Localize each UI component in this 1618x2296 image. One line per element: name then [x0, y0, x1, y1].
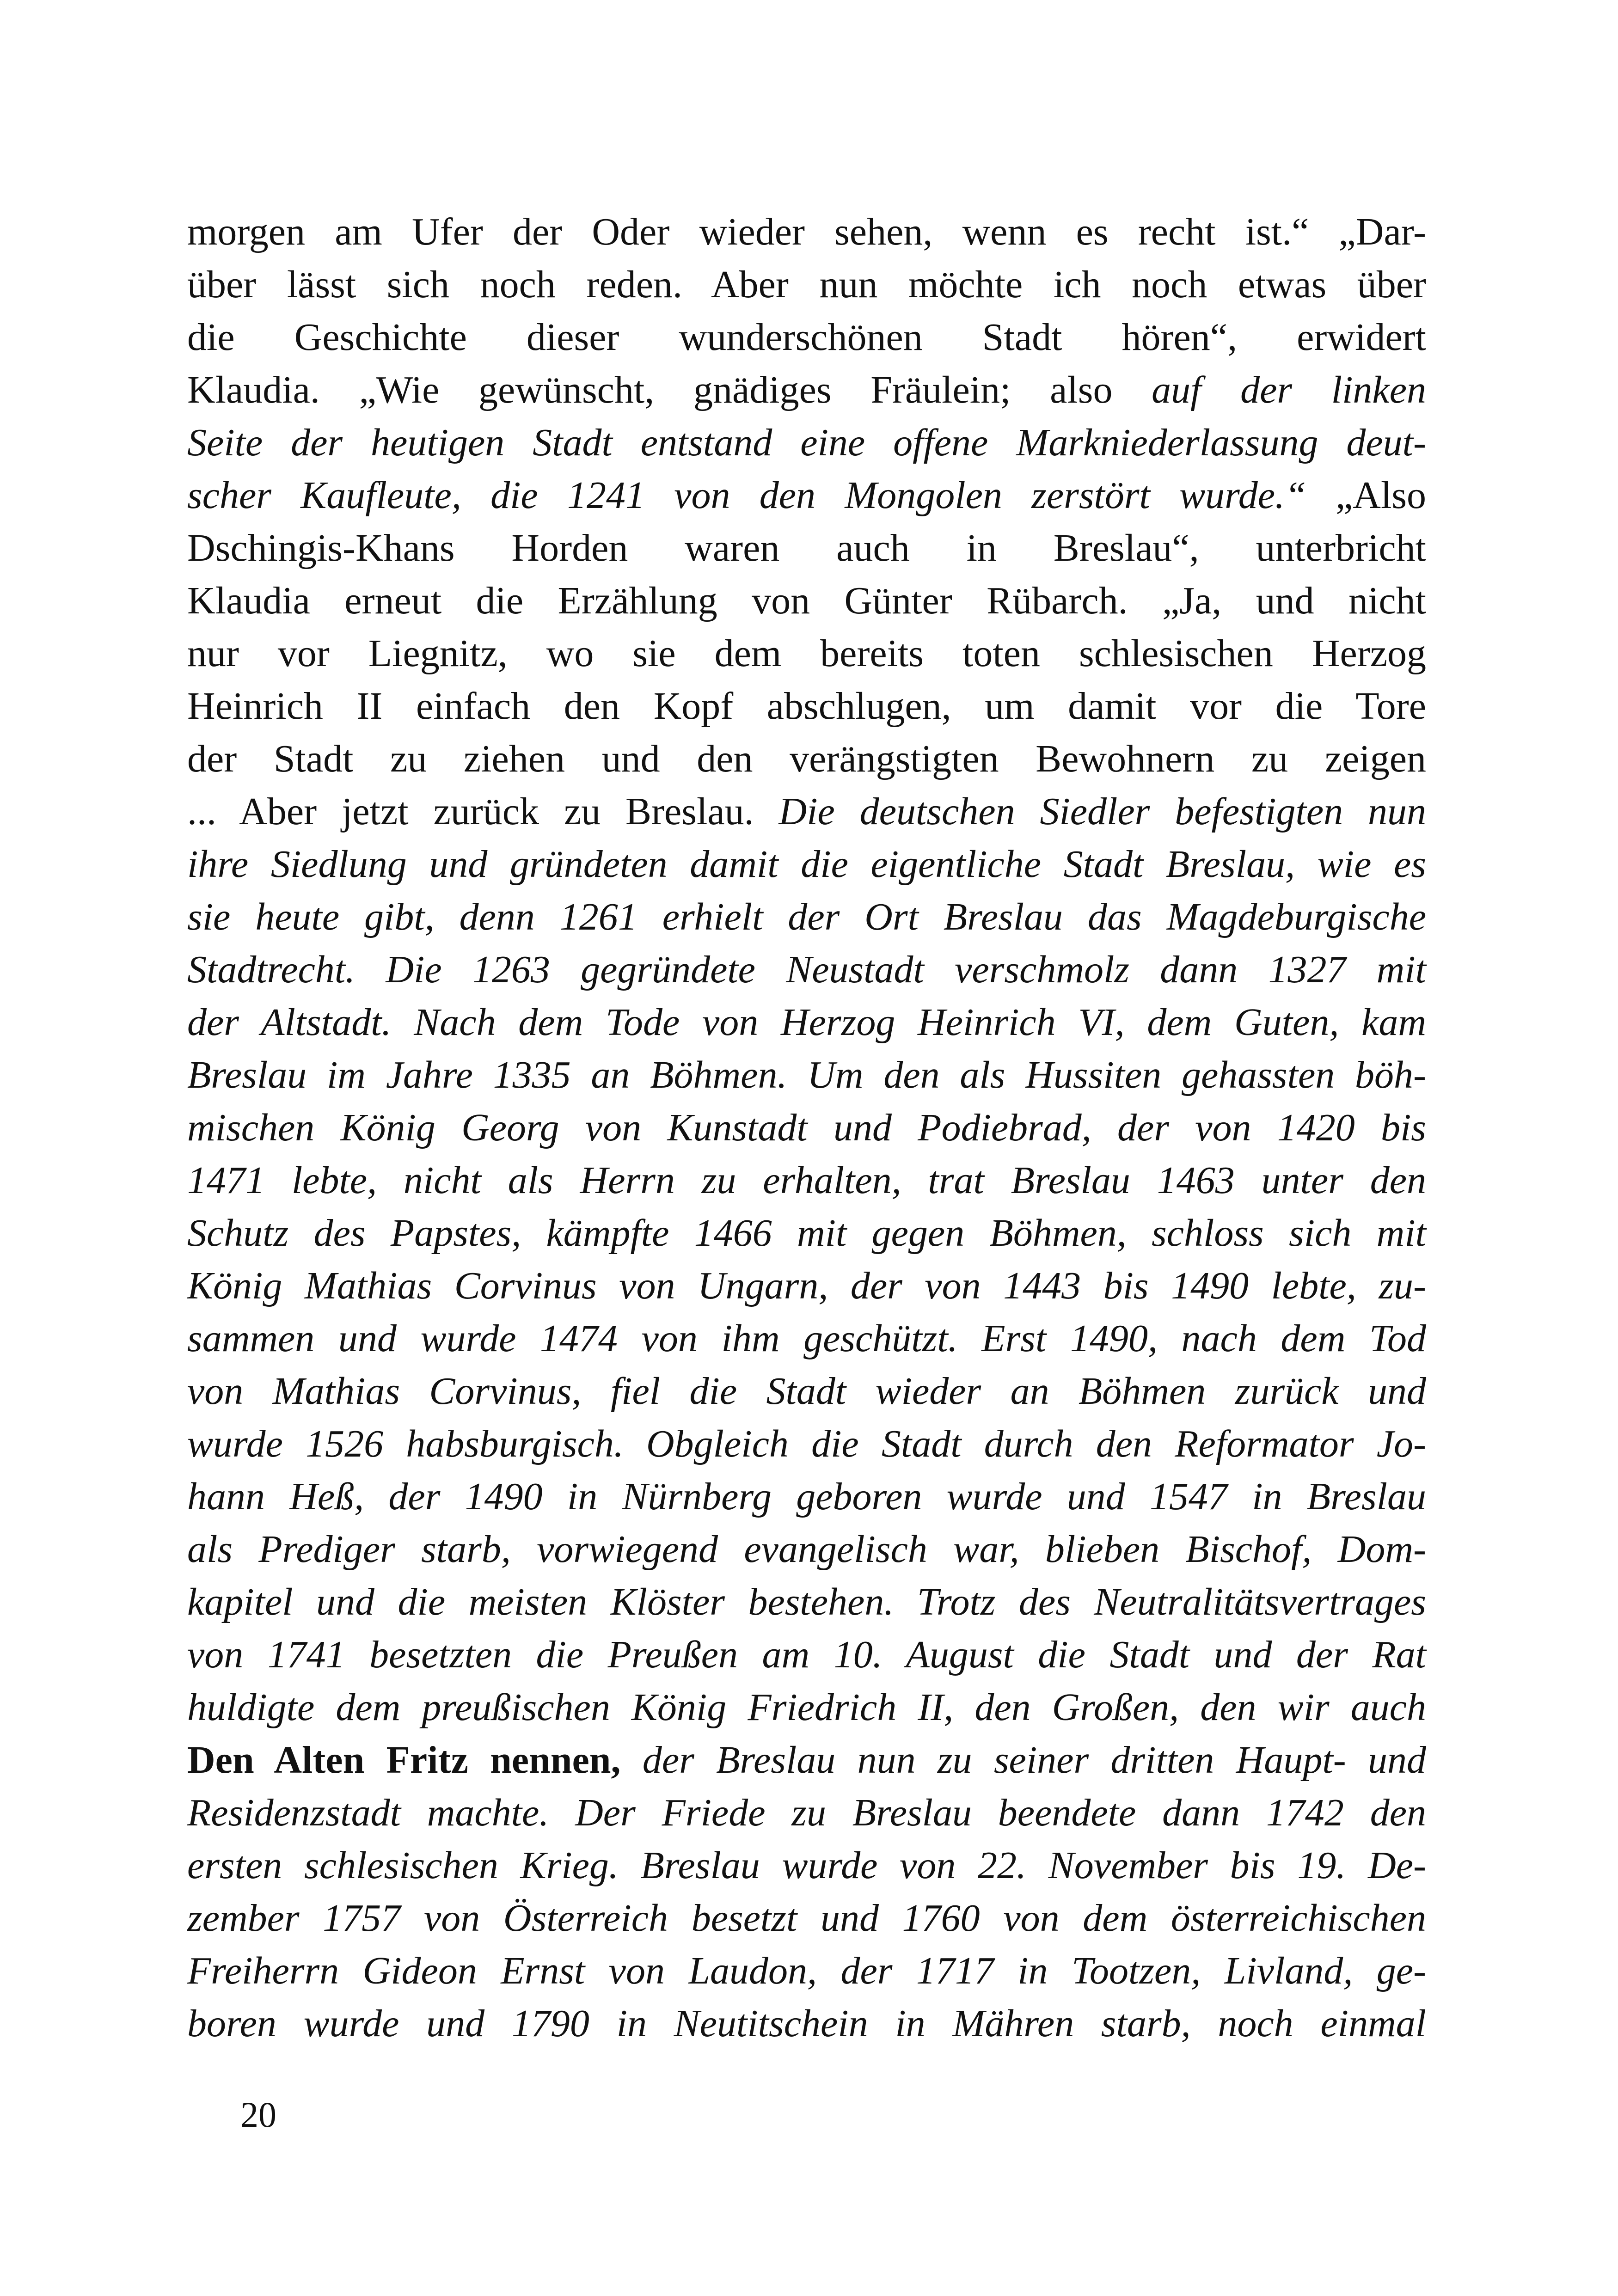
text-line [187, 1787, 1426, 1839]
text-segment: Den Alten Fritz nennen, [187, 1739, 621, 1782]
text-segment: kapitel und die meisten Klöster bestehen. Trotz des Neutralitätsvertrages [187, 1580, 1426, 1623]
text-segment: nur vor Liegnitz, wo sie dem bereits toten schlesischen Herzog [187, 632, 1426, 675]
text-segment: die Geschichte dieser wunderschönen Stadt hören“, erwidert [187, 316, 1426, 359]
text-line [187, 1049, 1426, 1102]
text-segment: der Stadt zu ziehen und den verängstigten Bewohnern zu zeigen [187, 737, 1426, 780]
text-line [187, 891, 1426, 943]
text-segment: von Mathias Corvinus, fiel die Stadt wieder an Böhmen zurück und [187, 1370, 1426, 1413]
text-segment: von 1741 besetzten die Preußen am 10. August die Stadt und der Rat [187, 1633, 1426, 1676]
text-line [187, 785, 1426, 838]
text-segment: Schutz des Papstes, kämpfte 1466 mit gegen Böhmen, schloss sich mit [187, 1212, 1426, 1255]
text-line [187, 1365, 1426, 1418]
text-line [187, 575, 1426, 627]
page-number: 20 [240, 2094, 276, 2135]
text-segment: Klaudia erneut die Erzählung von Günter Rübarch. „Ja, und nicht [187, 579, 1426, 622]
text-segment: boren wurde und 1790 in Neutitschein in Mähren starb, noch einmal [187, 2002, 1426, 2045]
text-line [187, 1207, 1426, 1260]
text-segment: auf der linken [1152, 368, 1426, 411]
text-line [187, 1997, 1426, 2050]
text-segment: scher Kaufleute, die 1241 von den Mongolen zerstört wurde.“ [187, 474, 1306, 517]
text-segment: zember 1757 von Österreich besetzt und 1760 von dem österreichischen [187, 1897, 1426, 1940]
text-line [187, 1418, 1426, 1470]
text-line [187, 1945, 1426, 1997]
text-line [187, 1734, 1426, 1787]
text-segment: Stadtrecht. Die 1263 gegründete Neustadt verschmolz dann 1327 mit [187, 948, 1426, 991]
text-segment: sammen und wurde 1474 von ihm geschützt. Erst 1490, nach dem Tod [187, 1317, 1426, 1360]
text-line [187, 1523, 1426, 1576]
text-segment: König Mathias Corvinus von Ungarn, der von 1443 bis 1490 lebte, zu- [187, 1264, 1426, 1307]
text-line [187, 943, 1426, 996]
text-line [187, 1312, 1426, 1365]
text-segment: mischen König Georg von Kunstadt und Podiebrad, der von 1420 bis [187, 1106, 1426, 1149]
text-segment: ihre Siedlung und gründeten damit die eigentliche Stadt Breslau, wie es [187, 843, 1426, 886]
text-segment: sie heute gibt, denn 1261 erhielt der Ort Breslau das Magdeburgische [187, 895, 1426, 938]
text-segment: Freiherrn Gideon Ernst von Laudon, der 1717 in Tootzen, Livland, ge- [187, 1949, 1426, 1992]
text-line [187, 1470, 1426, 1523]
text-line [187, 1102, 1426, 1154]
text-line [187, 206, 1426, 258]
text-segment: 1471 lebte, nicht als Herrn zu erhalten, trat Breslau 1463 unter den [187, 1159, 1426, 1202]
text-segment: der Breslau nun zu seiner dritten Haupt- und [620, 1739, 1426, 1782]
text-segment: ersten schlesischen Krieg. Breslau wurde von 22. November bis 19. De- [187, 1844, 1426, 1887]
text-segment: Breslau im Jahre 1335 an Böhmen. Um den als Hussiten gehassten böh- [187, 1053, 1426, 1096]
text-line [187, 680, 1426, 733]
text-line [187, 364, 1426, 416]
text-line [187, 1576, 1426, 1629]
text-segment: „Also [1306, 474, 1426, 517]
text-line [187, 838, 1426, 891]
text-segment: als Prediger starb, vorwiegend evangelisch war, blieben Bischof, Dom- [187, 1528, 1426, 1571]
text-line [187, 1839, 1426, 1892]
text-line [187, 996, 1426, 1049]
text-line [187, 733, 1426, 785]
text-line [187, 1260, 1426, 1312]
text-segment: Seite der heutigen Stadt entstand eine offene Markniederlassung deut- [187, 421, 1426, 464]
text-segment: der Altstadt. Nach dem Tode von Herzog Heinrich VI, dem Guten, kam [187, 1001, 1426, 1044]
text-line [187, 627, 1426, 680]
text-segment: Klaudia. „Wie gewünscht, gnädiges Fräulein; also [187, 368, 1152, 411]
text-line [187, 1154, 1426, 1207]
text-segment: Heinrich II einfach den Kopf abschlugen, um damit vor die Tore [187, 685, 1426, 728]
text-segment: über lässt sich noch reden. Aber nun möchte ich noch etwas über [187, 263, 1426, 306]
text-line [187, 416, 1426, 469]
text-segment: hann Heß, der 1490 in Nürnberg geboren wurde und 1547 in Breslau [187, 1475, 1426, 1518]
text-line [187, 469, 1426, 522]
text-line [187, 311, 1426, 364]
text-line [187, 258, 1426, 311]
text-segment: Die deutschen Siedler befestigten nun [778, 790, 1427, 833]
text-segment: huldigte dem preußischen König Friedrich II, den Großen, den wir auch [187, 1686, 1426, 1729]
text-segment: morgen am Ufer der Oder wieder sehen, wenn es recht ist.“ „Dar- [187, 210, 1426, 253]
text-line [187, 1681, 1426, 1734]
text-line [187, 522, 1426, 575]
text-line [187, 1629, 1426, 1681]
text-segment: ... Aber jetzt zurück zu Breslau. [187, 790, 779, 833]
text-segment: Dschingis-Khans Horden waren auch in Breslau“, unterbricht [187, 527, 1426, 569]
text-segment: wurde 1526 habsburgisch. Obgleich die Stadt durch den Reformator Jo- [187, 1422, 1426, 1465]
text-segment: Residenzstadt machte. Der Friede zu Breslau beendete dann 1742 den [187, 1791, 1426, 1834]
body-text [187, 206, 1426, 2050]
text-line [187, 1892, 1426, 1945]
